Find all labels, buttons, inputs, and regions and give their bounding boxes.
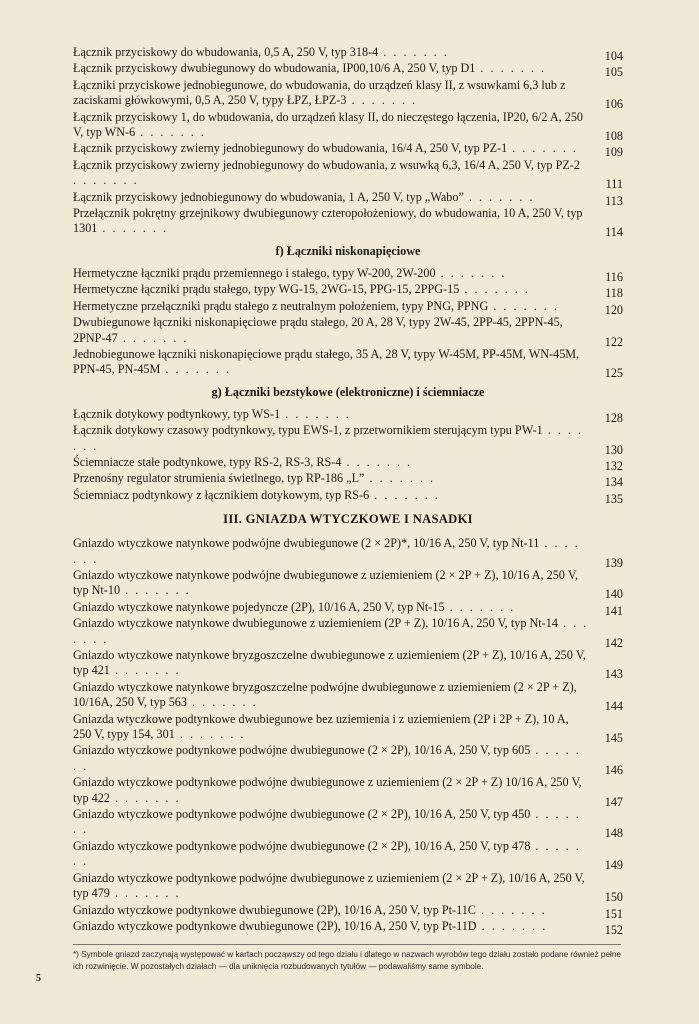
toc-entry-page: 116 bbox=[605, 269, 623, 284]
dot-leader: . . . . . . . bbox=[73, 838, 581, 869]
toc-entry-title: Łącznik przyciskowy 1, do wbudowania, do urządzeń klasy II, do nieczęstego łączenia, IP20, 6/2 A, 250 V, typ WN-6 bbox=[73, 109, 584, 140]
toc-entry-page: 113 bbox=[605, 193, 623, 208]
toc-entry bbox=[73, 45, 623, 63]
toc-entry bbox=[73, 870, 623, 905]
toc-entry-page: 149 bbox=[604, 858, 623, 873]
toc-entry bbox=[73, 711, 623, 746]
toc-entry-page: 106 bbox=[604, 97, 623, 112]
toc-entry bbox=[73, 599, 623, 618]
toc-entry-title: Gniazdo wtyczkowe natynkowe dwubiegunowe z uziemieniem (2P + Z), 10/16 A, 250 V, typ Nt-14 bbox=[73, 616, 558, 631]
toc-entry bbox=[73, 616, 623, 650]
toc-entry bbox=[73, 536, 623, 570]
toc-entry-title: Łącznik dotykowy czasowy podtynkowy, typu EWS-1, z przetwornikiem sterującym typu PW-1 bbox=[73, 423, 543, 438]
toc-entry-page: 142 bbox=[604, 635, 623, 650]
toc-entry-title: Ściemniacze stałe podtynkowe, typy RS-2, RS-3, RS-4 bbox=[73, 454, 342, 469]
toc-entry bbox=[73, 471, 623, 490]
toc-entry bbox=[73, 487, 623, 506]
toc-entry-title: Gniazdo wtyczkowe natynkowe bryzgoszczelne podwójne dwubiegunowe z uziemieniem (2 × 2P + Z), 10/16A, 250 V, typ 563 bbox=[73, 679, 577, 710]
dot-leader: . . . . . . . bbox=[187, 695, 258, 710]
toc-entry bbox=[73, 743, 623, 777]
toc-entry-page: 132 bbox=[604, 458, 623, 473]
toc-group-iii bbox=[73, 536, 623, 937]
toc-entry bbox=[73, 109, 623, 144]
dot-leader: . . . . . . . bbox=[378, 45, 449, 59]
toc-entry bbox=[73, 648, 623, 682]
toc-group-g bbox=[73, 406, 623, 506]
toc-entry-title: Gniazdo wtyczkowe podtynkowe podwójne dwubiegunowe (2 × 2P), 10/16 A, 250 V, typ 478 bbox=[73, 838, 531, 853]
dot-leader: . . . . . . . bbox=[346, 93, 418, 108]
dot-leader: . . . . . . . bbox=[135, 125, 206, 140]
toc-entry bbox=[73, 141, 623, 160]
toc-entry-page: 134 bbox=[604, 475, 623, 490]
toc-entry-page: 130 bbox=[604, 442, 623, 457]
toc-entry-page: 135 bbox=[604, 491, 623, 506]
toc-entry-page: 109 bbox=[604, 145, 623, 160]
dot-leader: . . . . . . . bbox=[364, 471, 436, 486]
toc-entry-title: Jednobiegunowe łączniki niskonapięciowe prądu stałego, 35 A, 28 V, typy W-45M, PP-45M, WN-45M, PPN-45, PN-45M bbox=[73, 346, 580, 377]
dot-leader: . . . . . . . bbox=[341, 454, 413, 469]
toc-entry-title: Gniazdo wtyczkowe natynkowe podwójne dwubiegunowe (2 × 2P)*, 10/16 A, 250 V, typ Nt-11 bbox=[73, 536, 540, 551]
toc-entry bbox=[73, 61, 623, 80]
dot-leader: . . . . . . . bbox=[369, 487, 440, 502]
dot-leader: . . . . . . . bbox=[174, 727, 246, 742]
toc-entry-title: Łącznik przyciskowy zwierny jednobiegunowy do wbudowania, z wsuwką 6,3, 16/4 A, 250 V, typ PZ-2 bbox=[73, 157, 580, 172]
toc-entry-page: 118 bbox=[605, 286, 623, 301]
toc-entry bbox=[73, 838, 623, 873]
toc-entry-title: Hermetyczne łączniki prądu stałego, typy WG-15, 2WG-15, PPG-15, 2PPG-15 bbox=[73, 282, 460, 297]
toc-entry bbox=[73, 206, 623, 240]
dot-leader: . . . . . . . bbox=[73, 536, 580, 566]
toc-entry-page: 143 bbox=[604, 667, 623, 682]
dot-leader: . . . . . . . bbox=[109, 663, 181, 678]
toc-entry bbox=[73, 77, 623, 112]
toc-entry-page: 111 bbox=[605, 177, 623, 192]
dot-leader: . . . . . . . bbox=[97, 221, 169, 236]
toc-entry bbox=[73, 315, 623, 349]
toc-entry-title: Gniazdo wtyczkowe natynkowe pojedyncze (2P), 10/16 A, 250 V, typ Nt-15 bbox=[73, 599, 445, 614]
toc-entry-title: Gniazdo wtyczkowe podtynkowe podwójne dwubiegunowe (2 × 2P), 10/16 A, 250 V, typ 605 bbox=[73, 743, 531, 758]
toc-entry-page: 145 bbox=[604, 731, 623, 746]
toc-entry-title: Hermetyczne przełączniki prądu stałego z neutralnym położeniem, typy PNG, PPNG bbox=[73, 298, 489, 313]
toc-entry bbox=[73, 282, 623, 301]
toc-entry bbox=[73, 807, 623, 841]
dot-leader: . . . . . . . bbox=[73, 743, 581, 773]
toc-entry-page: 120 bbox=[604, 302, 623, 317]
dot-leader: . . . . . . . bbox=[488, 298, 559, 313]
dot-leader: . . . . . . . bbox=[73, 807, 581, 837]
toc-entry-page: 144 bbox=[604, 699, 623, 714]
toc-entry bbox=[73, 189, 623, 208]
toc-entry-title: Gniazda wtyczkowe podtynkowe dwubiegunowe bez uziemienia i z uziemieniem (2P i 2P + Z), 10 A, 250 V, typy 154, 301 bbox=[73, 711, 569, 742]
toc-entry-title: Gniazdo wtyczkowe podtynkowe podwójne dwubiegunowe z uziemieniem (2 × 2P + Z), 10/16 A, 250 V, typ 479 bbox=[73, 870, 585, 901]
toc-entry-page: 140 bbox=[604, 587, 623, 602]
toc-entry-title: Gniazdo wtyczkowe podtynkowe dwubiegunowe (2P), 10/16 A, 250 V, typ Pt-11D bbox=[73, 918, 477, 933]
toc-entry-title: Łącznik przyciskowy jednobiegunowy do wbudowania, 1 A, 250 V, typ „Wabo” bbox=[73, 189, 464, 204]
dot-leader: . . . . . . . bbox=[280, 406, 351, 421]
toc-entry-page: 151 bbox=[604, 906, 623, 921]
toc-entry-title: Dwubiegunowe łączniki niskonapięciowe prądu stałego, 20 A, 28 V, typy 2W-45, 2PP-45, 2PPN-45, 2PNP-47 bbox=[73, 315, 563, 345]
toc-entry-title: Gniazdo wtyczkowe podtynkowe podwójne dwubiegunowe (2 × 2P), 10/16 A, 250 V, typ 450 bbox=[73, 807, 531, 822]
toc-entry bbox=[73, 775, 623, 809]
toc-entry-page: 148 bbox=[604, 826, 623, 841]
toc-entry-title: Łącznik dotykowy podtynkowy, typ WS-1 bbox=[73, 406, 281, 421]
dot-leader: . . . . . . . bbox=[444, 599, 516, 614]
dot-leader: . . . . . . . bbox=[475, 61, 547, 76]
toc-group-f bbox=[73, 265, 623, 381]
toc-entry bbox=[73, 918, 623, 937]
toc-entry-page: 114 bbox=[605, 225, 623, 240]
dot-leader: . . . . . . . bbox=[476, 918, 548, 933]
toc-entry-page: 105 bbox=[604, 65, 623, 80]
toc-entry-page: 152 bbox=[604, 922, 623, 937]
dot-leader: . . . . . . . bbox=[73, 173, 139, 188]
dot-leader: . . . . . . . bbox=[117, 330, 189, 345]
section-heading-g: g) Łączniki bezstykowe (elektroniczne) i ściemniacze bbox=[211, 384, 485, 399]
toc-entry bbox=[73, 406, 623, 425]
toc-entry-title: Hermetyczne łączniki prądu przemiennego i stałego, typy W-200, 2W-200 bbox=[73, 265, 436, 280]
toc-entry-page: 146 bbox=[604, 762, 623, 777]
toc-entry-title: Przełącznik pokrętny grzejnikowy dwubiegunowy czteropołożeniowy, do wbudowania, 10 A, 250 V, typ 1301 bbox=[73, 206, 583, 236]
toc-entry-title: Łącznik przyciskowy do wbudowania, 0,5 A, 250 V, typ 318-4 bbox=[73, 45, 379, 59]
toc-entry-page: 125 bbox=[604, 366, 623, 381]
toc-entry-page: 150 bbox=[604, 890, 623, 905]
dot-leader: . . . . . . . bbox=[73, 616, 589, 646]
toc-entry bbox=[73, 423, 623, 457]
section-heading-f: f) Łączniki niskonapięciowe bbox=[275, 243, 421, 258]
toc-entry-page: 104 bbox=[604, 49, 623, 63]
toc-entry-title: Przenośny regulator strumienia świetlnego, typ RP-186 „L” bbox=[73, 471, 365, 486]
toc-entry-page: 139 bbox=[604, 555, 623, 570]
toc-entry bbox=[73, 346, 623, 381]
toc-entry-page: 141 bbox=[604, 603, 623, 618]
toc-entry bbox=[73, 454, 623, 473]
toc-entry-title: Łącznik przyciskowy zwierny jednobiegunowy do wbudowania, 16/4 A, 250 V, typ PZ-1 bbox=[73, 141, 508, 156]
dot-leader: . . . . . . . bbox=[459, 282, 530, 297]
dot-leader: . . . . . . . bbox=[435, 265, 507, 280]
toc-entry-page: 128 bbox=[604, 410, 623, 425]
toc-entry-title: Gniazdo wtyczkowe natynkowe podwójne dwubiegunowe z uziemieniem (2 × 2P + Z), 10/16 A, 250 V, typ Nt-10 bbox=[73, 567, 578, 598]
toc-entry bbox=[73, 567, 623, 602]
toc-entry-page: 122 bbox=[604, 334, 623, 349]
footnote: *) Symbole gniazd zaczynają występować w kartach począwszy od tego działu i dlatego w nazwach wyrobów tego działu zostało podane również pełne ich rozwinięcie. W pozostałych działach — dla uniknięcia rozbudowanych tytułów — podawaliśmy same symbole. bbox=[73, 944, 621, 973]
toc-entry bbox=[73, 298, 623, 317]
toc-entry-title: Gniazdo wtyczkowe natynkowe bryzgoszczelne dwubiegunowe z uziemieniem (2P + Z), 10/16 A, 250 V, typ 421 bbox=[73, 648, 586, 678]
toc-entry bbox=[73, 679, 623, 714]
section-heading-iii: III. GNIAZDA WTYCZKOWE I NASADKI bbox=[223, 512, 473, 527]
dot-leader: . . . . . . . bbox=[463, 189, 535, 204]
toc-entry bbox=[73, 265, 623, 284]
toc-entry-page: 108 bbox=[604, 129, 623, 144]
toc-entry-title: Łącznik przyciskowy dwubiegunowy do wbudowania, IP00,10/6 A, 250 V, typ D1 bbox=[73, 61, 476, 76]
dot-leader: . . . . . . . bbox=[109, 790, 181, 805]
dot-leader: . . . . . . . bbox=[73, 423, 584, 453]
dot-leader: . . . . . . . bbox=[507, 141, 578, 156]
dot-leader: . . . . . . . bbox=[109, 886, 181, 901]
dot-leader: . . . . . . . bbox=[475, 902, 547, 917]
toc-entry bbox=[73, 902, 623, 921]
toc-entry bbox=[73, 157, 623, 192]
page-number: 5 bbox=[36, 973, 41, 984]
toc-entry-title: Gniazdo wtyczkowe podtynkowe podwójne dwubiegunowe z uziemieniem (2 × 2P + Z) 10/16 A, 250 V, typ 422 bbox=[73, 775, 582, 805]
toc-entry-title: Ściemniacz podtynkowy z łącznikiem dotykowym, typ RS-6 bbox=[73, 487, 370, 502]
toc-entry-page: 147 bbox=[604, 794, 623, 809]
toc-entry-title: Gniazdo wtyczkowe podtynkowe dwubiegunowe (2P), 10/16 A, 250 V, typ Pt-11C bbox=[73, 902, 476, 917]
table-of-contents bbox=[73, 45, 623, 935]
toc-entry-title: Łączniki przyciskowe jednobiegunowe, do wbudowania, do urządzeń klasy II, z wsuwkami 6,3 lub z zaciskami główkowymi, 0,5 A, 250 V, typy ŁPZ, ŁPZ-3 bbox=[73, 77, 566, 108]
dot-leader: . . . . . . . bbox=[160, 362, 232, 377]
toc-group-top bbox=[73, 45, 623, 240]
dot-leader: . . . . . . . bbox=[120, 583, 191, 598]
